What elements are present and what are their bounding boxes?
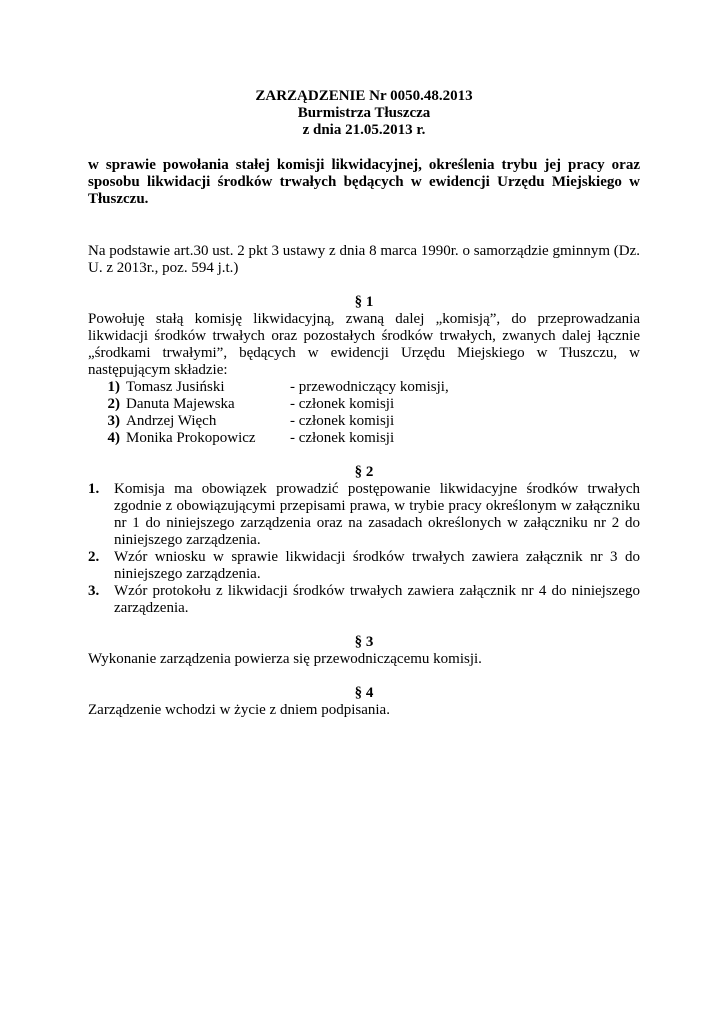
section-2-points bbox=[88, 481, 640, 617]
document-page bbox=[88, 88, 640, 719]
member-item bbox=[88, 413, 640, 430]
point-number: 2. bbox=[88, 549, 100, 565]
commission-members-list bbox=[88, 379, 640, 447]
member-item bbox=[88, 379, 640, 396]
member-role: - członek komisji bbox=[290, 430, 395, 446]
member-item bbox=[88, 396, 640, 413]
section-3-text: Wykonanie zarządzenia powierza się przewodniczącemu komisji. bbox=[88, 651, 482, 667]
member-name: Tomasz Jusiński bbox=[126, 379, 225, 395]
member-role: - członek komisji bbox=[290, 413, 395, 429]
section-3-title: § 3 bbox=[354, 634, 374, 650]
section-4-text: Zarządzenie wchodzi w życie z dniem podpisania. bbox=[88, 702, 390, 718]
member-name: Monika Prokopowicz bbox=[126, 430, 256, 446]
document-header bbox=[88, 88, 640, 139]
point-number: 1. bbox=[88, 481, 100, 497]
point-number: 3. bbox=[88, 583, 100, 599]
legal-basis: Na podstawie art.30 ust. 2 pkt 3 ustawy z dnia 8 marca 1990r. o samorządzie gminnym (Dz. U. z 2013r., poz. 594 j.t.) bbox=[88, 243, 640, 276]
point-text: Komisja ma obowiązek prowadzić postępowanie likwidacyjne środków trwałych zgodnie z obowiązującymi przepisami prawa, w trybie pracy określonym w załączniku nr 1 do niniejszego zarządzenia oraz na zasadach określonych w załączniku nr 2 do niniejszego zarządzenia. bbox=[114, 481, 640, 548]
list-item bbox=[88, 549, 640, 583]
list-item bbox=[88, 583, 640, 617]
document-title: ZARZĄDZENIE Nr 0050.48.2013 bbox=[255, 88, 473, 104]
member-number: 2) bbox=[107, 396, 120, 412]
section-2-title: § 2 bbox=[354, 464, 374, 480]
member-number: 1) bbox=[107, 379, 120, 395]
member-role: - członek komisji bbox=[290, 396, 395, 412]
section-4-title: § 4 bbox=[354, 685, 374, 701]
member-item bbox=[88, 430, 640, 447]
document-date: z dnia 21.05.2013 r. bbox=[302, 122, 426, 138]
point-text: Wzór wniosku w sprawie likwidacji środków trwałych zawiera załącznik nr 3 do niniejszego zarządzenia. bbox=[114, 549, 640, 582]
member-number: 3) bbox=[107, 413, 120, 429]
member-number: 4) bbox=[107, 430, 120, 446]
document-issuer: Burmistrza Tłuszcza bbox=[297, 105, 431, 121]
member-name: Andrzej Więch bbox=[126, 413, 217, 429]
section-1-text: Powołuję stałą komisję likwidacyjną, zwaną dalej „komisją”, do przeprowadzania likwidacji środków trwałych oraz pozostałych środków trwałych, zwanych dalej łącznie „środkami trwałymi”, będących w ewidencji Urzędu Miejskiego w Tłuszczu, w następującym składzie: bbox=[88, 311, 640, 378]
document-subject: w sprawie powołania stałej komisji likwidacyjnej, określenia trybu jej pracy oraz sposobu likwidacji środków trwałych będących w ewidencji Urzędu Miejskiego w Tłuszczu. bbox=[88, 157, 640, 207]
section-1-title: § 1 bbox=[354, 294, 374, 310]
member-role: - przewodniczący komisji, bbox=[290, 379, 449, 395]
member-name: Danuta Majewska bbox=[126, 396, 235, 412]
point-text: Wzór protokołu z likwidacji środków trwałych zawiera załącznik nr 4 do niniejszego zarządzenia. bbox=[114, 583, 640, 616]
list-item bbox=[88, 481, 640, 549]
